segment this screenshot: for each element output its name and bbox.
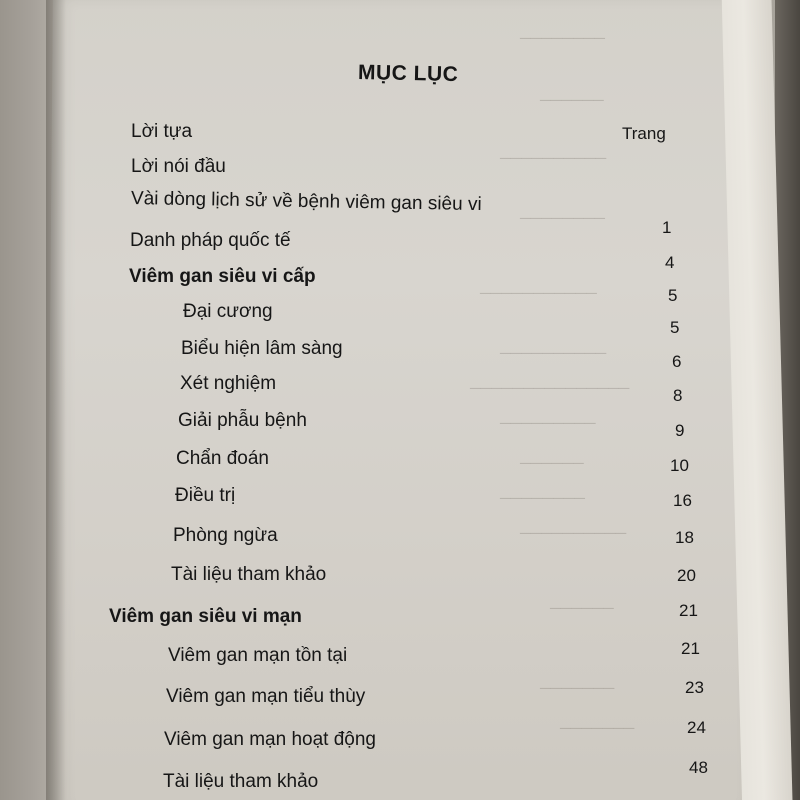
toc-entry-page: 6 [672, 352, 682, 371]
toc-entry-page: 20 [677, 566, 696, 585]
toc-entry-label: Vài dòng lịch sử về bệnh viêm gan siêu vi [130, 188, 482, 216]
toc-entry-page: 21 [679, 601, 698, 620]
toc-entry-page: 1 [662, 218, 672, 237]
toc-entry-page: 8 [673, 386, 683, 405]
toc-section-heading: Viêm gan siêu vi cấp [129, 266, 316, 287]
toc-entry-label: Viêm gan mạn tiểu thùy [166, 686, 366, 707]
toc-section-heading: Viêm gan siêu vi mạn [109, 606, 302, 627]
page-title: MỤC LỤC [357, 60, 459, 87]
toc-entry-page: 24 [687, 718, 706, 737]
toc-entry-page: 5 [670, 318, 680, 337]
page-fold-shadow [46, 0, 66, 800]
toc-entry-label: Tài liệu tham khảo [163, 771, 319, 792]
toc-entry-label: Tài liệu tham khảo [171, 564, 327, 585]
toc-entry-label: Viêm gan mạn tồn tại [168, 645, 348, 666]
toc-entry-page: 18 [675, 528, 694, 547]
toc-entry-label: Xét nghiệm [180, 373, 277, 394]
toc-entry-page: 10 [670, 456, 689, 475]
toc-entry-page: 23 [685, 678, 704, 697]
toc-entry-label: Lời tựa [131, 121, 193, 142]
toc-entry-page: 5 [668, 286, 678, 305]
book-page [46, 0, 746, 800]
toc-entry-label: Đại cương [183, 301, 273, 322]
toc-entry-label: Viêm gan mạn hoạt động [164, 729, 376, 750]
page-column-header: Trang [622, 124, 666, 143]
toc-entry-page: 48 [689, 758, 708, 777]
show-through-text: ──────── ────── ────────── ──────── ─────────── ────────── ─────────────── ───────── ────── ──────── ────────── ────── ─────── ─────── [470, 30, 635, 737]
toc-entry-label: Lời nói đầu [131, 156, 226, 177]
toc-entry-label: Danh pháp quốc tế [130, 230, 291, 251]
toc-entry-page: 9 [675, 421, 685, 440]
toc-entry-page: 4 [665, 253, 675, 272]
toc-entry-page: 21 [681, 639, 700, 658]
toc-entry-page: 16 [673, 491, 692, 510]
toc-entry-label: Điều trị [175, 485, 236, 506]
toc-entry-label: Giải phẫu bệnh [178, 410, 307, 431]
toc-entry-label: Chẩn đoán [176, 448, 269, 469]
toc-entry-label: Phòng ngừa [173, 525, 278, 546]
toc-entry-label: Biểu hiện lâm sàng [181, 338, 343, 359]
